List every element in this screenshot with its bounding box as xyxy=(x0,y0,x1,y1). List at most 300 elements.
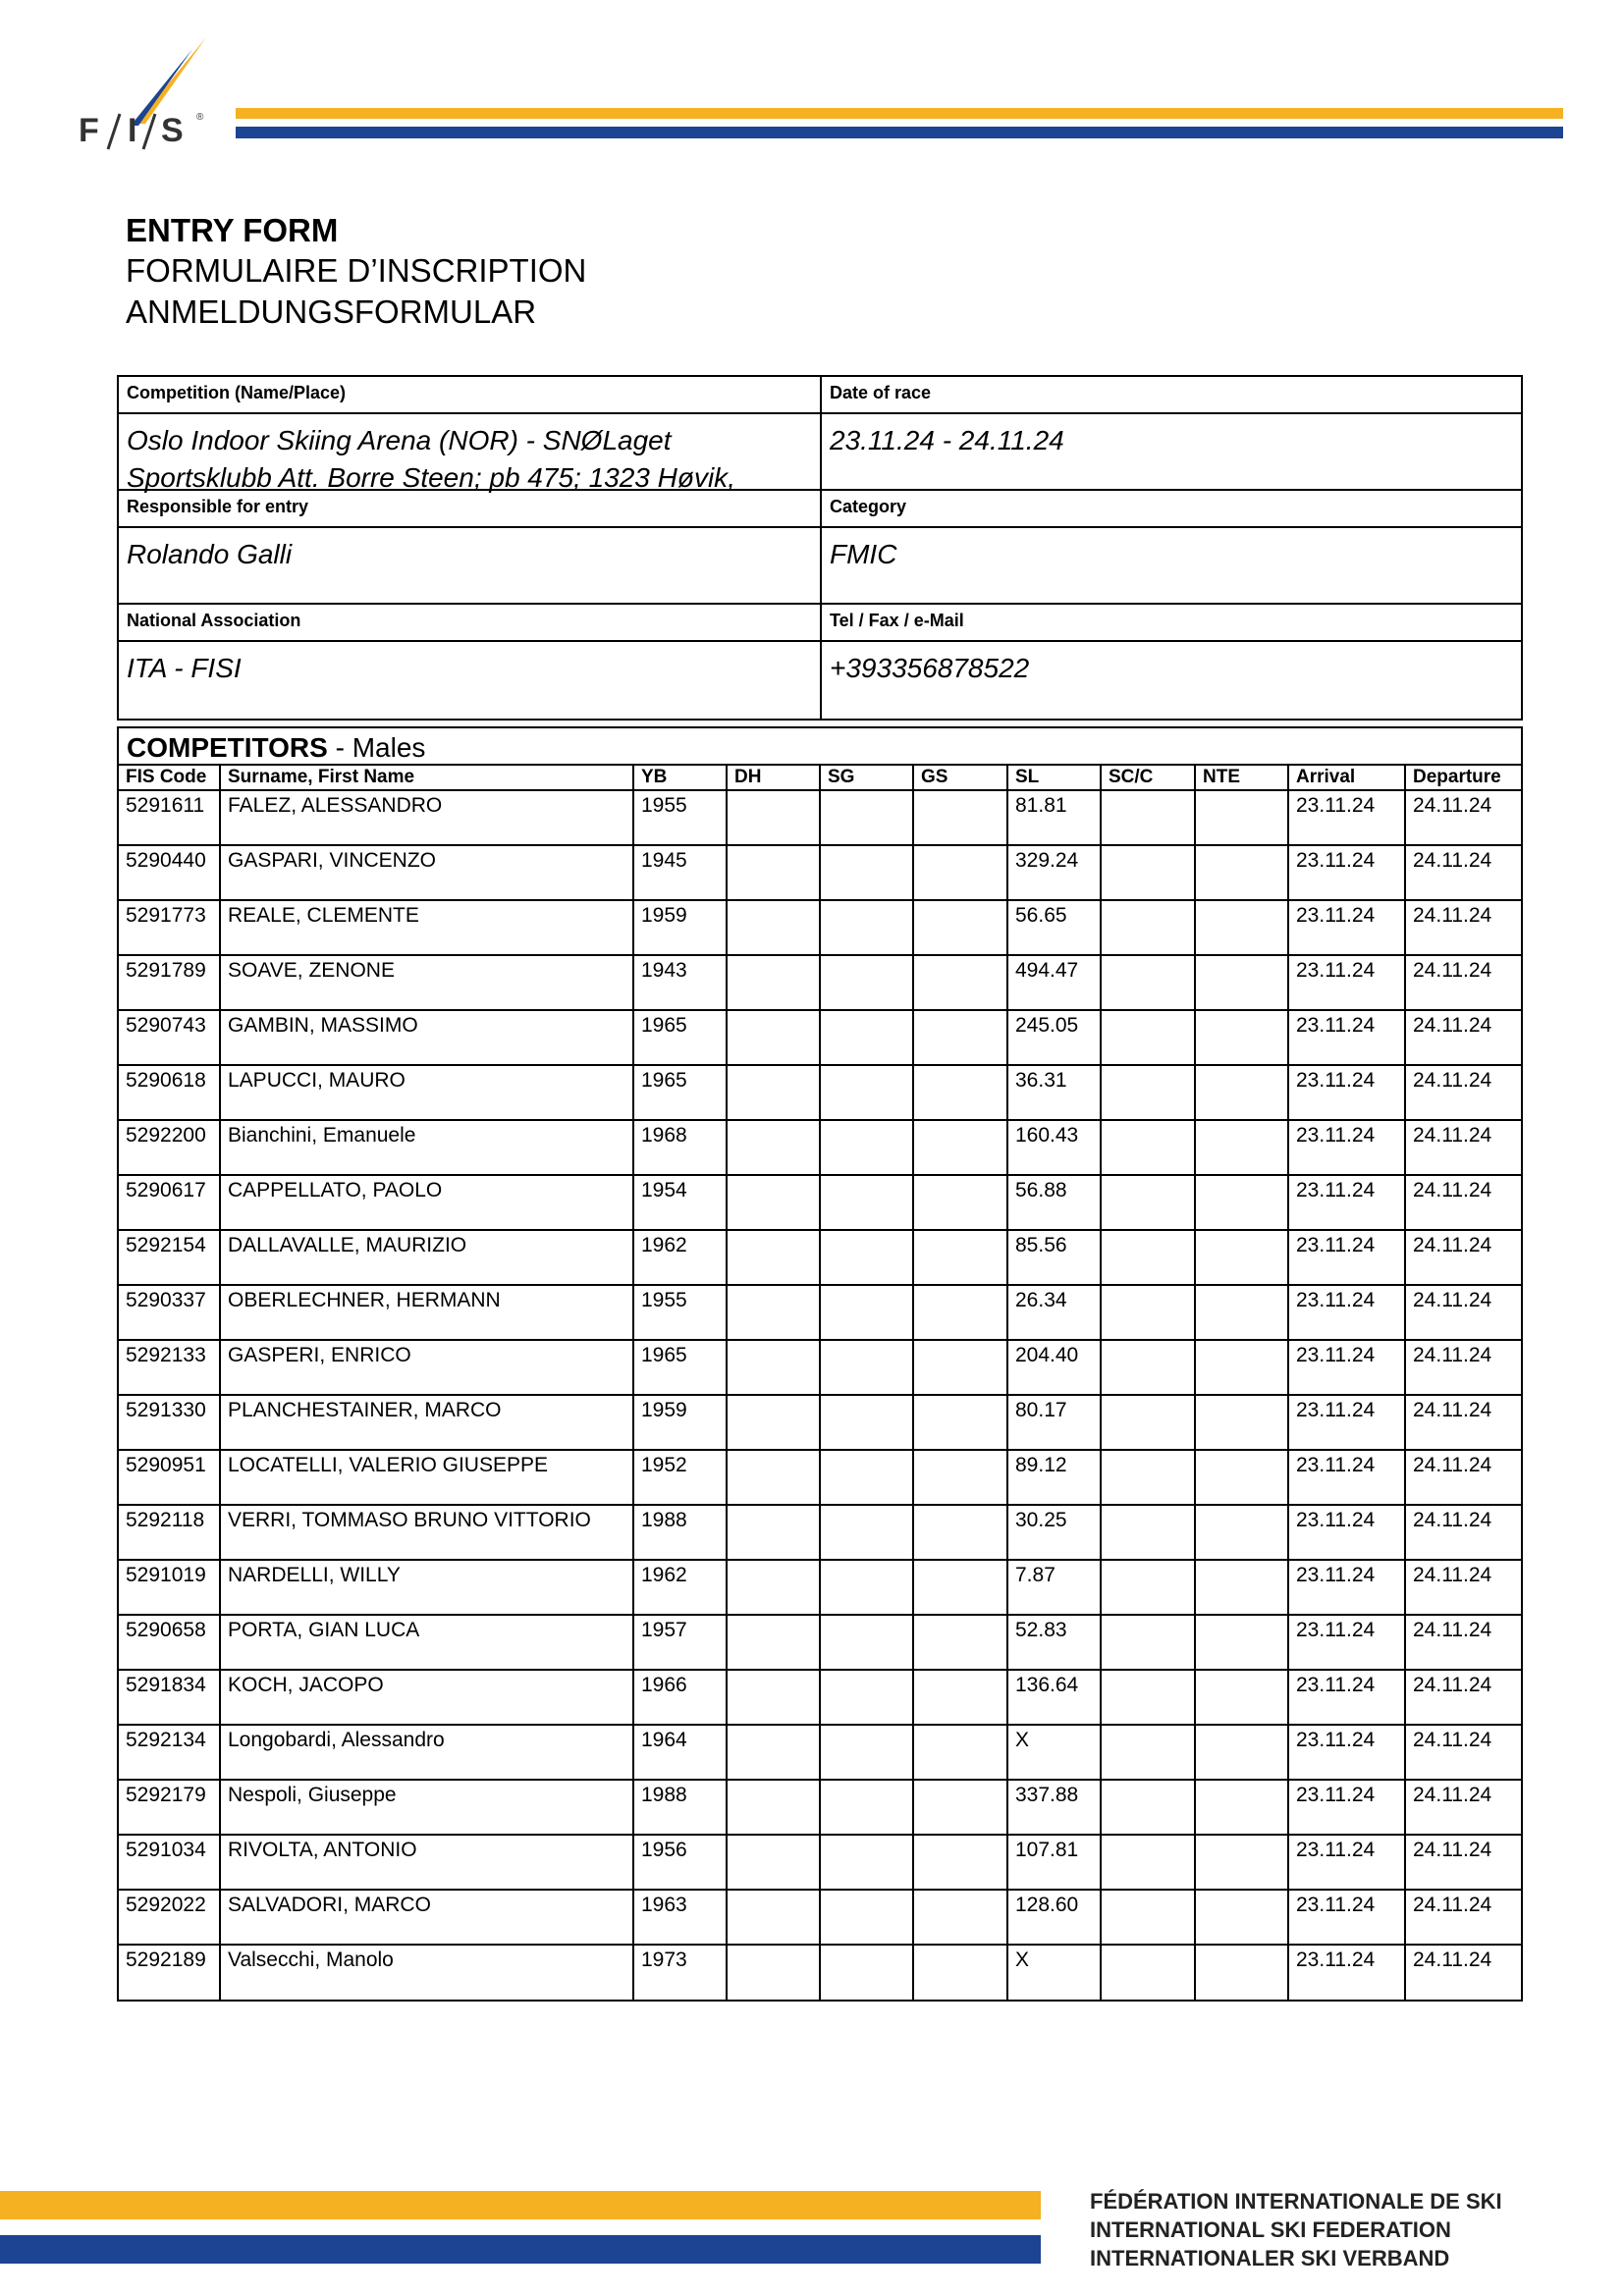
category-label: Category xyxy=(822,491,1521,528)
cell-nte xyxy=(1195,1230,1288,1285)
table-row xyxy=(119,1230,1521,1285)
cell-departure: 24.11.24 xyxy=(1405,1065,1521,1120)
cell-dh xyxy=(727,790,820,845)
cell-sg xyxy=(820,900,913,955)
table-row xyxy=(119,1615,1521,1670)
federation-name-de: INTERNATIONALER SKI VERBAND xyxy=(1090,2246,1450,2270)
cell-name: DALLAVALLE, MAURIZIO xyxy=(220,1230,633,1285)
cell-scc xyxy=(1101,1725,1195,1780)
cell-nte xyxy=(1195,900,1288,955)
cell-gs xyxy=(913,1890,1007,1945)
table-row xyxy=(119,1120,1521,1175)
cell-name: RIVOLTA, ANTONIO xyxy=(220,1835,633,1890)
cell-sg xyxy=(820,1175,913,1230)
cell-fis-code: 5291789 xyxy=(119,955,220,1010)
cell-arrival: 23.11.24 xyxy=(1288,1615,1405,1670)
cell-sl: 160.43 xyxy=(1007,1120,1101,1175)
cell-departure: 24.11.24 xyxy=(1405,1725,1521,1780)
cell-departure: 24.11.24 xyxy=(1405,1175,1521,1230)
cell-sl: 26.34 xyxy=(1007,1285,1101,1340)
table-row xyxy=(119,900,1521,955)
cell-dh xyxy=(727,1450,820,1505)
cell-nte xyxy=(1195,790,1288,845)
cell-departure: 24.11.24 xyxy=(1405,1835,1521,1890)
cell-gs xyxy=(913,1065,1007,1120)
title-entry-form: ENTRY FORM xyxy=(126,212,339,248)
cell-nte xyxy=(1195,1890,1288,1945)
cell-scc xyxy=(1101,1010,1195,1065)
cell-dh xyxy=(727,1945,820,2000)
cell-sl: 245.05 xyxy=(1007,1010,1101,1065)
cell-departure: 24.11.24 xyxy=(1405,1450,1521,1505)
form-titles xyxy=(126,211,586,333)
column-header-arrival: Arrival xyxy=(1288,766,1405,790)
cell-departure: 24.11.24 xyxy=(1405,1505,1521,1560)
cell-sg xyxy=(820,1450,913,1505)
cell-sl: 81.81 xyxy=(1007,790,1101,845)
cell-sl: X xyxy=(1007,1945,1101,2000)
cell-gs xyxy=(913,1340,1007,1395)
cell-arrival: 23.11.24 xyxy=(1288,1560,1405,1615)
cell-nte xyxy=(1195,1670,1288,1725)
cell-yb: 1988 xyxy=(633,1780,727,1835)
cell-departure: 24.11.24 xyxy=(1405,900,1521,955)
cell-gs xyxy=(913,1670,1007,1725)
cell-nte xyxy=(1195,1065,1288,1120)
cell-gs xyxy=(913,1175,1007,1230)
competitors-table xyxy=(119,766,1521,2000)
responsible-value: Rolando Galli xyxy=(119,528,822,605)
cell-name: Bianchini, Emanuele xyxy=(220,1120,633,1175)
cell-yb: 1962 xyxy=(633,1230,727,1285)
cell-gs xyxy=(913,1615,1007,1670)
cell-nte xyxy=(1195,1340,1288,1395)
responsible-label: Responsible for entry xyxy=(119,491,822,528)
association-label: National Association xyxy=(119,605,822,642)
cell-dh xyxy=(727,1505,820,1560)
cell-scc xyxy=(1101,1505,1195,1560)
cell-yb: 1965 xyxy=(633,1010,727,1065)
table-row xyxy=(119,1670,1521,1725)
cell-scc xyxy=(1101,900,1195,955)
cell-departure: 24.11.24 xyxy=(1405,845,1521,900)
cell-fis-code: 5291834 xyxy=(119,1670,220,1725)
cell-sg xyxy=(820,845,913,900)
cell-yb: 1959 xyxy=(633,900,727,955)
table-row xyxy=(119,1010,1521,1065)
table-row xyxy=(119,1340,1521,1395)
cell-name: REALE, CLEMENTE xyxy=(220,900,633,955)
cell-nte xyxy=(1195,1505,1288,1560)
cell-nte xyxy=(1195,1780,1288,1835)
competition-label: Competition (Name/Place) xyxy=(119,377,822,414)
cell-sl: 52.83 xyxy=(1007,1615,1101,1670)
cell-arrival: 23.11.24 xyxy=(1288,1945,1405,2000)
cell-dh xyxy=(727,1340,820,1395)
table-row xyxy=(119,1945,1521,2000)
contact-label: Tel / Fax / e-Mail xyxy=(822,605,1521,642)
cell-sg xyxy=(820,1945,913,2000)
cell-fis-code: 5291773 xyxy=(119,900,220,955)
federation-name xyxy=(1090,2187,1502,2272)
cell-dh xyxy=(727,1395,820,1450)
cell-scc xyxy=(1101,1285,1195,1340)
table-row xyxy=(119,1505,1521,1560)
cell-yb: 1952 xyxy=(633,1450,727,1505)
cell-departure: 24.11.24 xyxy=(1405,1120,1521,1175)
cell-sl: 204.40 xyxy=(1007,1340,1101,1395)
cell-arrival: 23.11.24 xyxy=(1288,1890,1405,1945)
cell-arrival: 23.11.24 xyxy=(1288,1340,1405,1395)
cell-arrival: 23.11.24 xyxy=(1288,1065,1405,1120)
cell-departure: 24.11.24 xyxy=(1405,1010,1521,1065)
cell-fis-code: 5290618 xyxy=(119,1065,220,1120)
cell-name: GAMBIN, MASSIMO xyxy=(220,1010,633,1065)
cell-dh xyxy=(727,1835,820,1890)
cell-arrival: 23.11.24 xyxy=(1288,1670,1405,1725)
title-french: FORMULAIRE D’INSCRIPTION xyxy=(126,252,587,289)
cell-sl: 128.60 xyxy=(1007,1890,1101,1945)
cell-arrival: 23.11.24 xyxy=(1288,790,1405,845)
table-row xyxy=(119,1395,1521,1450)
cell-name: GASPERI, ENRICO xyxy=(220,1340,633,1395)
cell-nte xyxy=(1195,1450,1288,1505)
cell-scc xyxy=(1101,1340,1195,1395)
cell-sg xyxy=(820,1230,913,1285)
cell-scc xyxy=(1101,1065,1195,1120)
column-header-yb: YB xyxy=(633,766,727,790)
cell-scc xyxy=(1101,1230,1195,1285)
federation-name-en: INTERNATIONAL SKI FEDERATION xyxy=(1090,2217,1451,2242)
column-header-scc: SC/C xyxy=(1101,766,1195,790)
cell-arrival: 23.11.24 xyxy=(1288,1010,1405,1065)
cell-dh xyxy=(727,1285,820,1340)
table-row xyxy=(119,845,1521,900)
cell-name: Longobardi, Alessandro xyxy=(220,1725,633,1780)
cell-name: Valsecchi, Manolo xyxy=(220,1945,633,2000)
cell-scc xyxy=(1101,845,1195,900)
cell-sl: 36.31 xyxy=(1007,1065,1101,1120)
cell-name: LOCATELLI, VALERIO GIUSEPPE xyxy=(220,1450,633,1505)
table-row xyxy=(119,1890,1521,1945)
cell-scc xyxy=(1101,1395,1195,1450)
cell-nte xyxy=(1195,1725,1288,1780)
cell-arrival: 23.11.24 xyxy=(1288,1725,1405,1780)
cell-scc xyxy=(1101,1450,1195,1505)
cell-fis-code: 5292179 xyxy=(119,1780,220,1835)
cell-name: KOCH, JACOPO xyxy=(220,1670,633,1725)
cell-dh xyxy=(727,1780,820,1835)
competition-line-2: Sportsklubb Att. Borre Steen; pb 475; 1323 Høvik, xyxy=(127,462,735,493)
svg-text:®: ® xyxy=(196,112,204,123)
competition-value xyxy=(119,414,822,491)
table-header-row xyxy=(119,766,1521,790)
cell-yb: 1988 xyxy=(633,1505,727,1560)
competition-line-1: Oslo Indoor Skiing Arena (NOR) - SNØLaget xyxy=(127,425,672,455)
cell-yb: 1954 xyxy=(633,1175,727,1230)
cell-sl: 85.56 xyxy=(1007,1230,1101,1285)
cell-gs xyxy=(913,1780,1007,1835)
cell-gs xyxy=(913,1835,1007,1890)
cell-gs xyxy=(913,790,1007,845)
svg-text:S: S xyxy=(161,112,184,149)
footer-stripe-yellow xyxy=(0,2191,1041,2219)
cell-nte xyxy=(1195,955,1288,1010)
cell-fis-code: 5291611 xyxy=(119,790,220,845)
cell-yb: 1959 xyxy=(633,1395,727,1450)
header-stripe-blue xyxy=(236,127,1563,138)
cell-sg xyxy=(820,1010,913,1065)
cell-sl: 56.88 xyxy=(1007,1175,1101,1230)
cell-dh xyxy=(727,1120,820,1175)
cell-gs xyxy=(913,1120,1007,1175)
cell-scc xyxy=(1101,1890,1195,1945)
cell-departure: 24.11.24 xyxy=(1405,1230,1521,1285)
column-header-gs: GS xyxy=(913,766,1007,790)
cell-arrival: 23.11.24 xyxy=(1288,900,1405,955)
cell-dh xyxy=(727,1670,820,1725)
cell-sg xyxy=(820,1780,913,1835)
cell-yb: 1965 xyxy=(633,1340,727,1395)
cell-name: OBERLECHNER, HERMANN xyxy=(220,1285,633,1340)
cell-gs xyxy=(913,955,1007,1010)
cell-sl: 337.88 xyxy=(1007,1780,1101,1835)
cell-sg xyxy=(820,1285,913,1340)
cell-departure: 24.11.24 xyxy=(1405,1780,1521,1835)
cell-scc xyxy=(1101,1945,1195,2000)
cell-fis-code: 5291330 xyxy=(119,1395,220,1450)
cell-scc xyxy=(1101,1835,1195,1890)
cell-dh xyxy=(727,845,820,900)
cell-gs xyxy=(913,1395,1007,1450)
date-label: Date of race xyxy=(822,377,1521,414)
footer-stripe-blue xyxy=(0,2235,1041,2264)
cell-dh xyxy=(727,1010,820,1065)
column-header-name: Surname, First Name xyxy=(220,766,633,790)
cell-name: VERRI, TOMMASO BRUNO VITTORIO xyxy=(220,1505,633,1560)
table-row xyxy=(119,790,1521,845)
cell-sl: 80.17 xyxy=(1007,1395,1101,1450)
cell-departure: 24.11.24 xyxy=(1405,955,1521,1010)
table-row xyxy=(119,1835,1521,1890)
cell-gs xyxy=(913,1505,1007,1560)
cell-arrival: 23.11.24 xyxy=(1288,1505,1405,1560)
cell-sg xyxy=(820,1725,913,1780)
cell-scc xyxy=(1101,790,1195,845)
cell-name: NARDELLI, WILLY xyxy=(220,1560,633,1615)
cell-yb: 1966 xyxy=(633,1670,727,1725)
cell-scc xyxy=(1101,1670,1195,1725)
cell-gs xyxy=(913,1010,1007,1065)
column-header-sl: SL xyxy=(1007,766,1101,790)
cell-dh xyxy=(727,1560,820,1615)
cell-departure: 24.11.24 xyxy=(1405,1285,1521,1340)
cell-yb: 1957 xyxy=(633,1615,727,1670)
cell-fis-code: 5290440 xyxy=(119,845,220,900)
cell-fis-code: 5292118 xyxy=(119,1505,220,1560)
cell-dh xyxy=(727,1065,820,1120)
table-row xyxy=(119,1285,1521,1340)
cell-dh xyxy=(727,900,820,955)
cell-nte xyxy=(1195,1835,1288,1890)
cell-sg xyxy=(820,1120,913,1175)
table-body xyxy=(119,790,1521,2000)
cell-sg xyxy=(820,955,913,1010)
cell-gs xyxy=(913,900,1007,955)
column-header-fis-code: FIS Code xyxy=(119,766,220,790)
competitors-heading-gender: - Males xyxy=(327,732,426,763)
competitors-section xyxy=(117,726,1523,2002)
cell-name: LAPUCCI, MAURO xyxy=(220,1065,633,1120)
cell-departure: 24.11.24 xyxy=(1405,1670,1521,1725)
cell-departure: 24.11.24 xyxy=(1413,1949,1492,1971)
cell-gs xyxy=(913,1725,1007,1780)
cell-sl: X xyxy=(1007,1725,1101,1780)
cell-scc xyxy=(1101,1560,1195,1615)
cell-sl: 89.12 xyxy=(1007,1450,1101,1505)
cell-arrival: 23.11.24 xyxy=(1288,1175,1405,1230)
cell-dh xyxy=(727,1725,820,1780)
cell-gs xyxy=(913,1560,1007,1615)
cell-name: Nespoli, Giuseppe xyxy=(220,1780,633,1835)
cell-scc xyxy=(1101,1120,1195,1175)
cell-sg xyxy=(820,1505,913,1560)
cell-nte xyxy=(1195,1285,1288,1340)
cell-dh xyxy=(727,1175,820,1230)
cell-name: SOAVE, ZENONE xyxy=(220,955,633,1010)
cell-yb: 1943 xyxy=(633,955,727,1010)
cell-fis-code: 5290617 xyxy=(119,1175,220,1230)
cell-fis-code: 5292189 xyxy=(119,1945,220,2000)
table-row xyxy=(119,1560,1521,1615)
cell-yb: 1945 xyxy=(633,845,727,900)
cell-nte xyxy=(1195,845,1288,900)
cell-fis-code: 5290658 xyxy=(119,1615,220,1670)
table-row xyxy=(119,1725,1521,1780)
cell-sg xyxy=(820,1560,913,1615)
cell-sg xyxy=(820,1615,913,1670)
cell-departure: 24.11.24 xyxy=(1405,790,1521,845)
cell-yb: 1956 xyxy=(633,1835,727,1890)
cell-sl: 7.87 xyxy=(1007,1560,1101,1615)
cell-nte xyxy=(1195,1945,1288,2000)
cell-sl: 56.65 xyxy=(1007,900,1101,955)
cell-dh xyxy=(727,1615,820,1670)
table-row xyxy=(119,1065,1521,1120)
cell-yb: 1964 xyxy=(633,1725,727,1780)
cell-yb: 1973 xyxy=(633,1945,727,2000)
cell-sl: 494.47 xyxy=(1007,955,1101,1010)
cell-sl: 107.81 xyxy=(1007,1835,1101,1890)
cell-sg xyxy=(820,1340,913,1395)
cell-arrival: 23.11.24 xyxy=(1288,1230,1405,1285)
cell-departure: 24.11.24 xyxy=(1405,1340,1521,1395)
cell-sg xyxy=(820,1395,913,1450)
cell-sl: 329.24 xyxy=(1007,845,1101,900)
cell-yb: 1963 xyxy=(633,1890,727,1945)
table-row xyxy=(119,955,1521,1010)
cell-sg xyxy=(820,1890,913,1945)
cell-yb: 1955 xyxy=(633,790,727,845)
cell-sl: 136.64 xyxy=(1007,1670,1101,1725)
cell-sg xyxy=(820,790,913,845)
header-stripe-yellow xyxy=(236,108,1563,119)
cell-fis-code: 5290743 xyxy=(119,1010,220,1065)
table-row xyxy=(119,1175,1521,1230)
cell-fis-code: 5292022 xyxy=(119,1890,220,1945)
cell-name: SALVADORI, MARCO xyxy=(220,1890,633,1945)
cell-fis-code: 5290337 xyxy=(119,1285,220,1340)
cell-scc xyxy=(1101,1615,1195,1670)
cell-nte xyxy=(1195,1395,1288,1450)
cell-yb: 1955 xyxy=(633,1285,727,1340)
cell-departure: 24.11.24 xyxy=(1405,1890,1521,1945)
cell-gs xyxy=(913,1450,1007,1505)
cell-gs xyxy=(913,1945,1007,2000)
cell-fis-code: 5292200 xyxy=(119,1120,220,1175)
fis-logo xyxy=(77,35,214,173)
cell-arrival: 23.11.24 xyxy=(1288,1120,1405,1175)
cell-dh xyxy=(727,955,820,1010)
table-row xyxy=(119,1780,1521,1835)
cell-sg xyxy=(820,1670,913,1725)
cell-nte xyxy=(1195,1120,1288,1175)
cell-arrival: 23.11.24 xyxy=(1288,955,1405,1010)
column-header-departure: Departure xyxy=(1405,766,1521,790)
cell-sg xyxy=(820,1835,913,1890)
cell-scc xyxy=(1101,955,1195,1010)
cell-nte xyxy=(1195,1615,1288,1670)
cell-gs xyxy=(913,1230,1007,1285)
column-header-nte: NTE xyxy=(1195,766,1288,790)
cell-scc xyxy=(1101,1780,1195,1835)
cell-fis-code: 5291019 xyxy=(119,1560,220,1615)
cell-fis-code: 5290951 xyxy=(119,1450,220,1505)
cell-arrival: 23.11.24 xyxy=(1288,1780,1405,1835)
cell-dh xyxy=(727,1230,820,1285)
entry-info-box xyxy=(117,375,1523,721)
cell-scc xyxy=(1101,1175,1195,1230)
cell-fis-code: 5292134 xyxy=(119,1725,220,1780)
cell-arrival: 23.11.24 xyxy=(1288,845,1405,900)
cell-sg xyxy=(820,1065,913,1120)
svg-text:F: F xyxy=(79,112,99,149)
cell-name: FALEZ, ALESSANDRO xyxy=(220,790,633,845)
cell-sl: 30.25 xyxy=(1007,1505,1101,1560)
cell-name: GASPARI, VINCENZO xyxy=(220,845,633,900)
competitors-heading-bold: COMPETITORS xyxy=(127,732,328,763)
cell-gs xyxy=(913,1285,1007,1340)
cell-yb: 1962 xyxy=(633,1560,727,1615)
cell-nte xyxy=(1195,1560,1288,1615)
cell-departure: 24.11.24 xyxy=(1405,1560,1521,1615)
cell-departure: 24.11.24 xyxy=(1405,1615,1521,1670)
table-row xyxy=(119,1450,1521,1505)
federation-name-fr: FÉDÉRATION INTERNATIONALE DE SKI xyxy=(1090,2189,1502,2214)
cell-fis-code: 5291034 xyxy=(119,1835,220,1890)
cell-arrival: 23.11.24 xyxy=(1288,1285,1405,1340)
cell-nte xyxy=(1195,1010,1288,1065)
contact-value: +393356878522 xyxy=(830,653,1030,683)
cell-arrival: 23.11.24 xyxy=(1288,1395,1405,1450)
svg-text:I: I xyxy=(128,112,137,149)
cell-nte xyxy=(1195,1175,1288,1230)
cell-yb: 1968 xyxy=(633,1120,727,1175)
column-header-dh: DH xyxy=(727,766,820,790)
cell-gs xyxy=(913,845,1007,900)
cell-dh xyxy=(727,1890,820,1945)
cell-departure: 24.11.24 xyxy=(1405,1395,1521,1450)
